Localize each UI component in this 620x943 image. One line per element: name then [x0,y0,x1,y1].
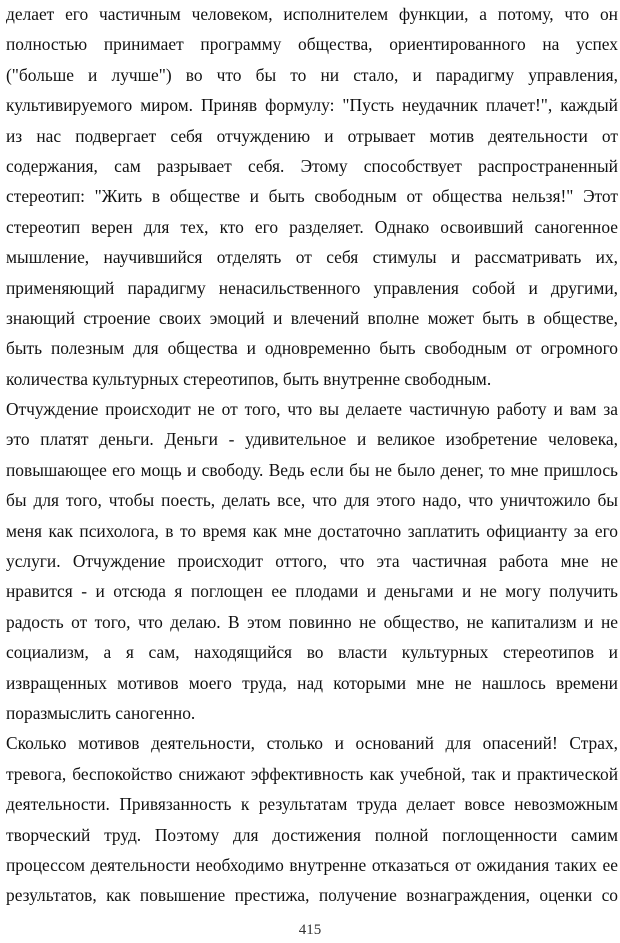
text-line: поразмыслить саногенно. [6,702,196,723]
text-line: бы для того, чтобы поесть, делать все, что для этого надо, что уничтожило бы [6,490,618,511]
text-line: из нас подвергает себя отчуждению и отрывает мотив деятельности от [6,125,618,146]
text-line: услуги. Отчуждение происходит оттого, что эта частичная работа мне не [6,551,618,572]
text-line: повышающее его мощь и свободу. Ведь если бы не было денег, то мне пришлось [6,459,618,480]
text-line: радость от того, что делаю. В этом повинно не общество, не капитализм и не [6,611,618,632]
text-line: нравится - и отсюда я поглощен ее плодами и деньгами и не могу получить [6,581,618,602]
text-line: Сколько мотивов деятельности, столько и оснований для опасений! Страх, [6,733,618,754]
page-number: 415 [298,922,322,938]
text-line: социализм, а я сам, находящийся во власти культурных стереотипов и [6,642,618,663]
text-line: содержания, сам разрывает себя. Этому способствует распространенный [6,155,618,176]
text-line: процессом деятельности необходимо внутренне отказаться от ожидания таких ее [6,854,618,875]
text-line: применяющий парадигму ненасильственного управления собой и другими, [6,277,618,298]
text-line: извращенных мотивов моего труда, над которыми мне не нашлось времени [6,672,618,693]
text-line: стереотип верен для тех, кто его разделяет. Однако освоивший саногенное [6,216,618,237]
text-line: меня как психолога, в то время как мне достаточно заплатить официанту за его [6,520,618,541]
text-line: тревога, беспокойство снижают эффективность как учебной, так и практической [6,763,618,784]
text-line: быть полезным для общества и одновременно быть свободным от огромного [6,338,618,359]
text-line: полностью принимает программу общества, ориентированного на успех [6,34,618,55]
text-line: знающий строение своих эмоций и влечений вполне может быть в обществе, [6,307,618,328]
text-line: это платят деньги. Деньги - удивительное и великое изобретение человека, [6,429,618,450]
text-line: творческий труд. Поэтому для достижения полной поглощенности самим [6,824,618,845]
text-line: стереотип: "Жить в обществе и быть свободным от общества нельзя!" Этот [6,186,618,207]
text-line: Отчуждение происходит не от того, что вы делаете частичную работу и вам за [6,399,618,420]
text-line: результатов, как повышение престижа, получение вознаграждения, оценки со [6,885,618,906]
text-line: количества культурных стереотипов, быть внутренне свободным. [6,368,492,389]
text-line: деятельности. Привязанность к результатам труда делает вовсе невозможным [6,794,618,815]
text-line: культивируемого миром. Приняв формулу: "Пусть неудачник плачет!", каждый [6,95,618,116]
text-line: мышление, научившийся отделять от себя стимулы и рассматривать их, [6,247,618,268]
body-text [6,0,618,911]
text-line: ("больше и лучше") во что бы то ни стало, и парадигму управления, [6,64,618,85]
text-line: делает его частичным человеком, исполнителем функции, а потому, что он [6,4,618,24]
